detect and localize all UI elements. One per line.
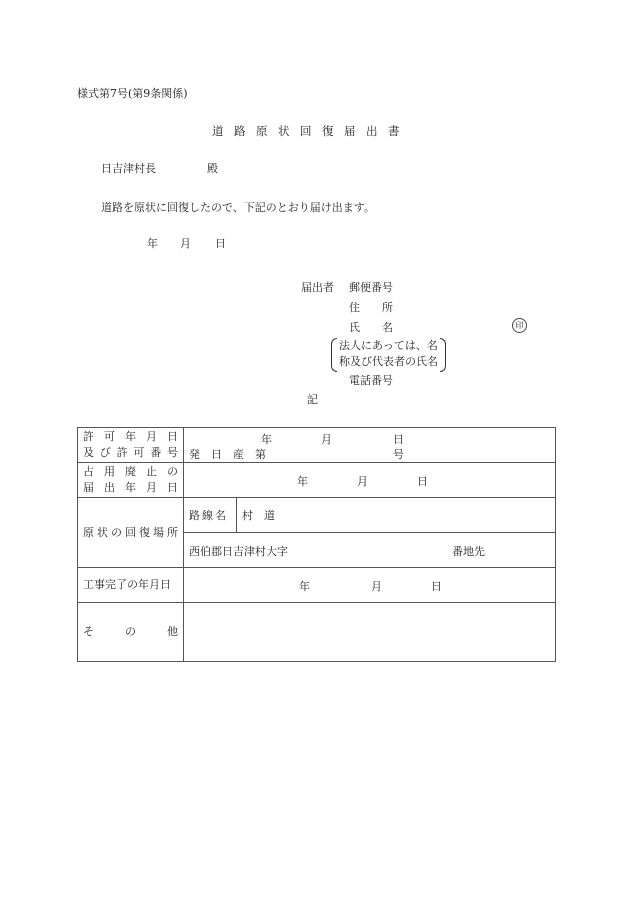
submission-date bbox=[147, 235, 226, 251]
completion-row bbox=[78, 568, 556, 603]
permit-row bbox=[78, 428, 556, 463]
permit-label bbox=[78, 428, 184, 463]
completion-label: 工事完了の年月日 bbox=[78, 568, 184, 603]
statement: 道路を原状に回復したので、下記のとおり届け出ます。 bbox=[101, 201, 375, 214]
addressee-honorific: 殿 bbox=[207, 162, 218, 175]
permit-label-line1: 許可年月日 bbox=[83, 430, 178, 443]
route-label: 路線名 bbox=[184, 498, 237, 533]
other-label-2: の bbox=[125, 625, 136, 638]
corp-note-line2: 称及び代表者の氏名 bbox=[339, 355, 438, 368]
abolition-label-line2: 届出年月日 bbox=[83, 481, 178, 494]
location-address[interactable] bbox=[184, 533, 556, 568]
seal-icon: 印 bbox=[512, 318, 527, 333]
abolition-day: 日 bbox=[417, 475, 428, 488]
permit-issuer: 発 日 産 第 bbox=[189, 448, 266, 461]
address-prefix: 西伯郡日吉津村大字 bbox=[189, 545, 288, 558]
other-row bbox=[78, 603, 556, 662]
abolition-year: 年 bbox=[297, 475, 308, 488]
completion-day: 日 bbox=[431, 580, 442, 593]
permit-value[interactable] bbox=[184, 428, 556, 463]
abolition-row bbox=[78, 463, 556, 498]
date-year: 年 bbox=[147, 237, 158, 250]
permit-number-suffix: 号 bbox=[393, 448, 404, 461]
other-value[interactable] bbox=[184, 603, 556, 662]
form-number: 様式第7号(第9条関係) bbox=[77, 87, 188, 100]
address-label: 住 所 bbox=[349, 301, 393, 314]
addressee-name: 日吉津村長 bbox=[101, 162, 156, 175]
details-table bbox=[77, 427, 556, 662]
name-label: 氏 名 bbox=[349, 321, 393, 334]
other-label-3: 他 bbox=[167, 625, 178, 638]
postal-code-label: 郵便番号 bbox=[349, 281, 393, 294]
date-day: 日 bbox=[215, 237, 226, 250]
completion-value[interactable] bbox=[184, 568, 556, 603]
route-value[interactable]: 村 道 bbox=[237, 498, 556, 533]
abolition-value[interactable] bbox=[184, 463, 556, 498]
applicant-label: 届出者 bbox=[301, 281, 334, 294]
location-route-row bbox=[78, 498, 556, 533]
completion-year: 年 bbox=[299, 580, 310, 593]
date-month: 月 bbox=[180, 237, 191, 250]
abolition-month: 月 bbox=[357, 475, 368, 488]
address-suffix: 番地先 bbox=[452, 545, 485, 558]
permit-month: 月 bbox=[321, 433, 332, 446]
ki-heading: 記 bbox=[307, 393, 318, 406]
completion-month: 月 bbox=[371, 580, 382, 593]
corp-note-line1: 法人にあっては、名 bbox=[339, 339, 438, 352]
permit-label-line2: 及び許可番号 bbox=[83, 446, 178, 459]
other-label bbox=[78, 603, 184, 662]
corporate-note bbox=[337, 338, 440, 370]
permit-day: 日 bbox=[393, 433, 404, 446]
other-label-1: そ bbox=[83, 625, 94, 638]
addressee bbox=[101, 160, 218, 176]
abolition-label bbox=[78, 463, 184, 498]
location-label: 原状の回復場所 bbox=[78, 498, 184, 568]
permit-year: 年 bbox=[261, 433, 272, 446]
abolition-label-line1: 占用廃止の bbox=[83, 465, 178, 478]
phone-label: 電話番号 bbox=[349, 374, 393, 387]
paren-left bbox=[331, 338, 337, 372]
page-title: 道路原状回復届出書 bbox=[212, 124, 410, 138]
paren-right bbox=[440, 338, 446, 372]
